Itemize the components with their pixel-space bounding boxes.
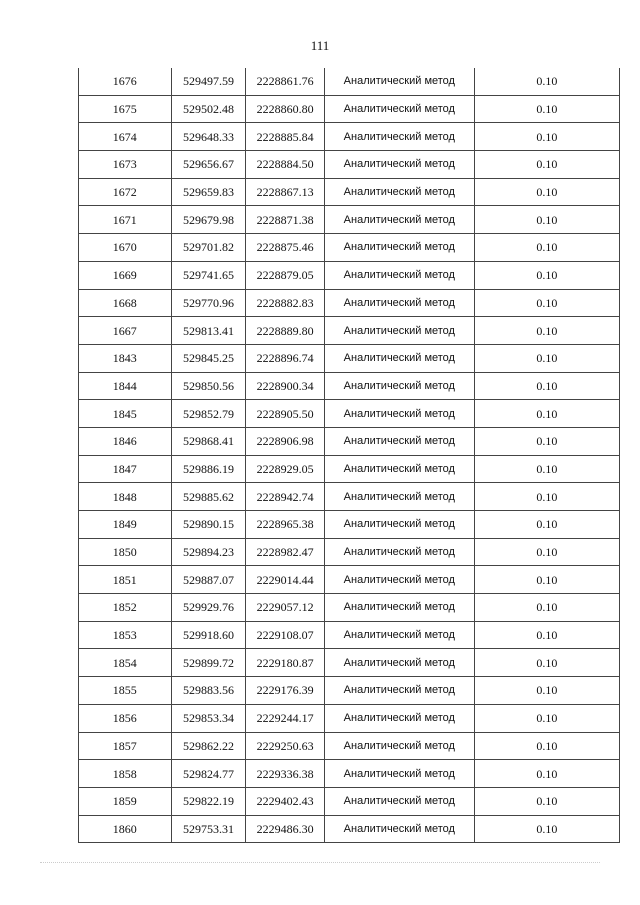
accuracy-cell: 0.10 <box>474 732 619 760</box>
point-number-cell: 1667 <box>79 317 172 345</box>
x-coordinate-cell: 529845.25 <box>171 344 246 372</box>
point-number-cell: 1849 <box>79 511 172 539</box>
point-number-cell: 1853 <box>79 621 172 649</box>
table-row <box>79 317 620 345</box>
method-cell: Аналитический метод <box>324 344 474 372</box>
point-number-cell: 1857 <box>79 732 172 760</box>
accuracy-cell: 0.10 <box>474 68 619 95</box>
y-coordinate-cell: 2228929.05 <box>246 455 324 483</box>
x-coordinate-cell: 529852.79 <box>171 400 246 428</box>
accuracy-cell: 0.10 <box>474 95 619 123</box>
y-coordinate-cell: 2228942.74 <box>246 483 324 511</box>
accuracy-cell: 0.10 <box>474 151 619 179</box>
point-number-cell: 1846 <box>79 427 172 455</box>
x-coordinate-cell: 529899.72 <box>171 649 246 677</box>
table-row <box>79 649 620 677</box>
accuracy-cell: 0.10 <box>474 621 619 649</box>
y-coordinate-cell: 2228906.98 <box>246 427 324 455</box>
coordinates-table-body <box>79 68 620 843</box>
y-coordinate-cell: 2229108.07 <box>246 621 324 649</box>
accuracy-cell: 0.10 <box>474 178 619 206</box>
table-row <box>79 400 620 428</box>
table-row <box>79 261 620 289</box>
table-row <box>79 455 620 483</box>
table-row <box>79 704 620 732</box>
x-coordinate-cell: 529741.65 <box>171 261 246 289</box>
table-row <box>79 95 620 123</box>
method-cell: Аналитический метод <box>324 649 474 677</box>
x-coordinate-cell: 529890.15 <box>171 511 246 539</box>
coordinates-table <box>78 68 620 843</box>
point-number-cell: 1858 <box>79 760 172 788</box>
table-row <box>79 677 620 705</box>
y-coordinate-cell: 2228965.38 <box>246 511 324 539</box>
point-number-cell: 1850 <box>79 538 172 566</box>
accuracy-cell: 0.10 <box>474 372 619 400</box>
table-row <box>79 206 620 234</box>
x-coordinate-cell: 529887.07 <box>171 566 246 594</box>
point-number-cell: 1670 <box>79 234 172 262</box>
point-number-cell: 1671 <box>79 206 172 234</box>
x-coordinate-cell: 529753.31 <box>171 815 246 843</box>
method-cell: Аналитический метод <box>324 538 474 566</box>
accuracy-cell: 0.10 <box>474 594 619 622</box>
method-cell: Аналитический метод <box>324 483 474 511</box>
y-coordinate-cell: 2228889.80 <box>246 317 324 345</box>
x-coordinate-cell: 529659.83 <box>171 178 246 206</box>
point-number-cell: 1676 <box>79 68 172 95</box>
x-coordinate-cell: 529813.41 <box>171 317 246 345</box>
x-coordinate-cell: 529850.56 <box>171 372 246 400</box>
x-coordinate-cell: 529868.41 <box>171 427 246 455</box>
accuracy-cell: 0.10 <box>474 787 619 815</box>
table-row <box>79 511 620 539</box>
y-coordinate-cell: 2229057.12 <box>246 594 324 622</box>
method-cell: Аналитический метод <box>324 566 474 594</box>
method-cell: Аналитический метод <box>324 621 474 649</box>
point-number-cell: 1860 <box>79 815 172 843</box>
accuracy-cell: 0.10 <box>474 317 619 345</box>
method-cell: Аналитический метод <box>324 317 474 345</box>
point-number-cell: 1852 <box>79 594 172 622</box>
x-coordinate-cell: 529701.82 <box>171 234 246 262</box>
table-row <box>79 621 620 649</box>
method-cell: Аналитический метод <box>324 289 474 317</box>
x-coordinate-cell: 529656.67 <box>171 151 246 179</box>
y-coordinate-cell: 2228884.50 <box>246 151 324 179</box>
point-number-cell: 1673 <box>79 151 172 179</box>
method-cell: Аналитический метод <box>324 178 474 206</box>
point-number-cell: 1674 <box>79 123 172 151</box>
table-row <box>79 427 620 455</box>
point-number-cell: 1855 <box>79 677 172 705</box>
x-coordinate-cell: 529770.96 <box>171 289 246 317</box>
y-coordinate-cell: 2228871.38 <box>246 206 324 234</box>
accuracy-cell: 0.10 <box>474 566 619 594</box>
table-row <box>79 483 620 511</box>
method-cell: Аналитический метод <box>324 123 474 151</box>
table-row <box>79 234 620 262</box>
point-number-cell: 1848 <box>79 483 172 511</box>
point-number-cell: 1668 <box>79 289 172 317</box>
point-number-cell: 1672 <box>79 178 172 206</box>
accuracy-cell: 0.10 <box>474 344 619 372</box>
method-cell: Аналитический метод <box>324 594 474 622</box>
table-row <box>79 594 620 622</box>
table-row <box>79 289 620 317</box>
y-coordinate-cell: 2229402.43 <box>246 787 324 815</box>
accuracy-cell: 0.10 <box>474 455 619 483</box>
point-number-cell: 1854 <box>79 649 172 677</box>
point-number-cell: 1859 <box>79 787 172 815</box>
accuracy-cell: 0.10 <box>474 704 619 732</box>
method-cell: Аналитический метод <box>324 68 474 95</box>
x-coordinate-cell: 529497.59 <box>171 68 246 95</box>
method-cell: Аналитический метод <box>324 372 474 400</box>
table-row <box>79 68 620 95</box>
method-cell: Аналитический метод <box>324 760 474 788</box>
y-coordinate-cell: 2228879.05 <box>246 261 324 289</box>
table-row <box>79 538 620 566</box>
table-row <box>79 151 620 179</box>
method-cell: Аналитический метод <box>324 677 474 705</box>
x-coordinate-cell: 529853.34 <box>171 704 246 732</box>
method-cell: Аналитический метод <box>324 400 474 428</box>
y-coordinate-cell: 2228900.34 <box>246 372 324 400</box>
x-coordinate-cell: 529885.62 <box>171 483 246 511</box>
accuracy-cell: 0.10 <box>474 815 619 843</box>
method-cell: Аналитический метод <box>324 787 474 815</box>
y-coordinate-cell: 2228861.76 <box>246 68 324 95</box>
method-cell: Аналитический метод <box>324 151 474 179</box>
x-coordinate-cell: 529502.48 <box>171 95 246 123</box>
y-coordinate-cell: 2228867.13 <box>246 178 324 206</box>
x-coordinate-cell: 529824.77 <box>171 760 246 788</box>
table-row <box>79 815 620 843</box>
x-coordinate-cell: 529918.60 <box>171 621 246 649</box>
y-coordinate-cell: 2228982.47 <box>246 538 324 566</box>
table-row <box>79 760 620 788</box>
accuracy-cell: 0.10 <box>474 483 619 511</box>
method-cell: Аналитический метод <box>324 815 474 843</box>
accuracy-cell: 0.10 <box>474 400 619 428</box>
point-number-cell: 1675 <box>79 95 172 123</box>
point-number-cell: 1845 <box>79 400 172 428</box>
y-coordinate-cell: 2228875.46 <box>246 234 324 262</box>
point-number-cell: 1843 <box>79 344 172 372</box>
x-coordinate-cell: 529679.98 <box>171 206 246 234</box>
accuracy-cell: 0.10 <box>474 123 619 151</box>
x-coordinate-cell: 529929.76 <box>171 594 246 622</box>
method-cell: Аналитический метод <box>324 234 474 262</box>
y-coordinate-cell: 2228885.84 <box>246 123 324 151</box>
accuracy-cell: 0.10 <box>474 206 619 234</box>
x-coordinate-cell: 529648.33 <box>171 123 246 151</box>
x-coordinate-cell: 529883.56 <box>171 677 246 705</box>
method-cell: Аналитический метод <box>324 732 474 760</box>
y-coordinate-cell: 2229336.38 <box>246 760 324 788</box>
method-cell: Аналитический метод <box>324 261 474 289</box>
accuracy-cell: 0.10 <box>474 511 619 539</box>
accuracy-cell: 0.10 <box>474 427 619 455</box>
accuracy-cell: 0.10 <box>474 677 619 705</box>
method-cell: Аналитический метод <box>324 95 474 123</box>
accuracy-cell: 0.10 <box>474 234 619 262</box>
table-row <box>79 732 620 760</box>
point-number-cell: 1856 <box>79 704 172 732</box>
x-coordinate-cell: 529886.19 <box>171 455 246 483</box>
method-cell: Аналитический метод <box>324 704 474 732</box>
table-row <box>79 344 620 372</box>
point-number-cell: 1844 <box>79 372 172 400</box>
y-coordinate-cell: 2229014.44 <box>246 566 324 594</box>
method-cell: Аналитический метод <box>324 206 474 234</box>
table-row <box>79 123 620 151</box>
x-coordinate-cell: 529894.23 <box>171 538 246 566</box>
y-coordinate-cell: 2229176.39 <box>246 677 324 705</box>
accuracy-cell: 0.10 <box>474 538 619 566</box>
accuracy-cell: 0.10 <box>474 289 619 317</box>
page-number: 111 <box>310 38 330 53</box>
table-row <box>79 372 620 400</box>
accuracy-cell: 0.10 <box>474 649 619 677</box>
accuracy-cell: 0.10 <box>474 760 619 788</box>
table-row <box>79 787 620 815</box>
x-coordinate-cell: 529862.22 <box>171 732 246 760</box>
accuracy-cell: 0.10 <box>474 261 619 289</box>
y-coordinate-cell: 2228896.74 <box>246 344 324 372</box>
point-number-cell: 1669 <box>79 261 172 289</box>
y-coordinate-cell: 2228905.50 <box>246 400 324 428</box>
x-coordinate-cell: 529822.19 <box>171 787 246 815</box>
y-coordinate-cell: 2228882.83 <box>246 289 324 317</box>
method-cell: Аналитический метод <box>324 455 474 483</box>
point-number-cell: 1847 <box>79 455 172 483</box>
y-coordinate-cell: 2229250.63 <box>246 732 324 760</box>
method-cell: Аналитический метод <box>324 427 474 455</box>
table-row <box>79 178 620 206</box>
method-cell: Аналитический метод <box>324 511 474 539</box>
y-coordinate-cell: 2229244.17 <box>246 704 324 732</box>
scan-artifact-line <box>40 862 600 864</box>
y-coordinate-cell: 2228860.80 <box>246 95 324 123</box>
y-coordinate-cell: 2229180.87 <box>246 649 324 677</box>
table-row <box>79 566 620 594</box>
y-coordinate-cell: 2229486.30 <box>246 815 324 843</box>
point-number-cell: 1851 <box>79 566 172 594</box>
